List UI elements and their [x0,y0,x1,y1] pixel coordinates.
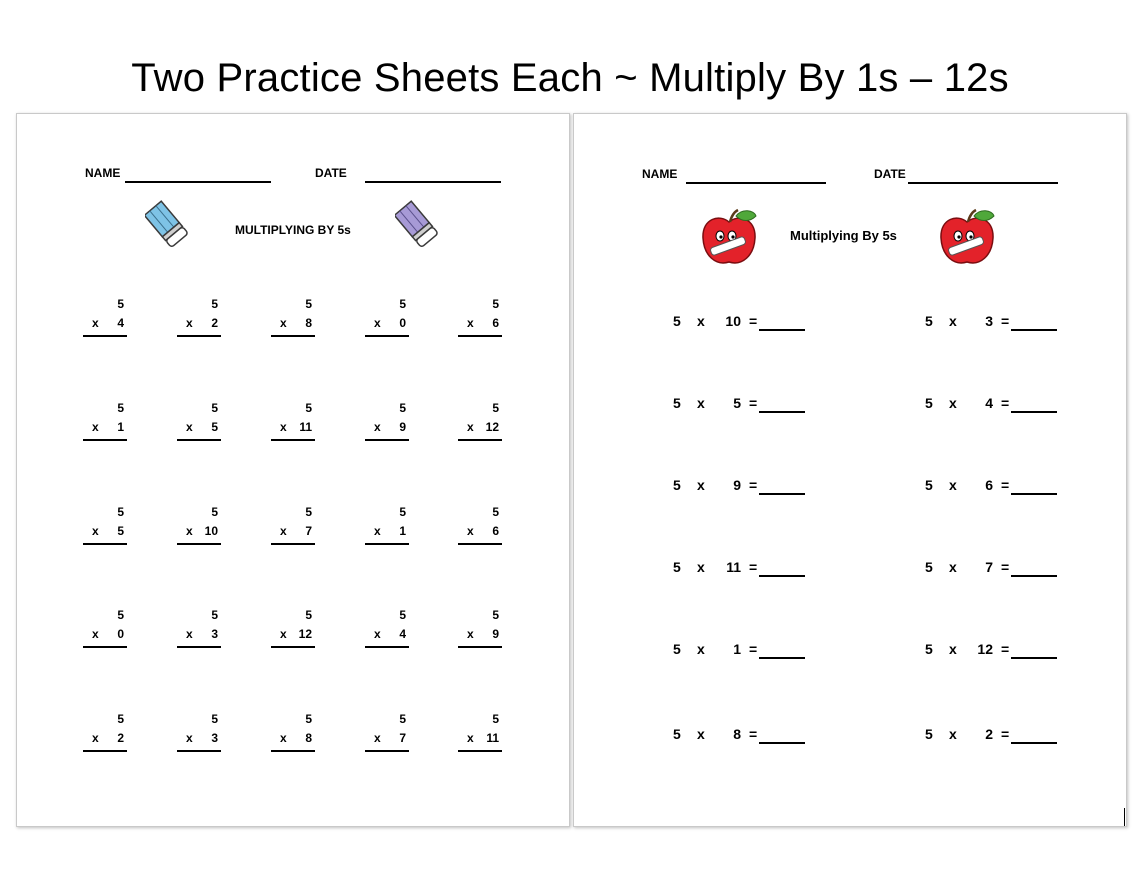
multiplicand: 5 [673,313,681,329]
multiplier: 4 [399,627,406,641]
multiplier: 4 [117,316,124,330]
multiplicand: 5 [492,297,499,311]
multiplier: 0 [117,627,124,641]
multiplicand: 5 [305,505,312,519]
apple-icon [936,208,998,270]
multiplier: 2 [985,726,993,742]
multiplier-row [177,420,218,434]
times-sign: x [467,420,474,434]
multiplicand: 5 [673,641,681,657]
answer-line[interactable] [83,439,127,441]
worksheet-horizontal [573,113,1127,827]
times-sign: x [374,524,381,538]
equals-sign: = [1001,477,1010,493]
multiplicand: 5 [211,712,218,726]
answer-line[interactable] [177,543,221,545]
multiplicand: 5 [305,712,312,726]
multiplier-row [271,627,312,641]
multiplier: 5 [117,524,124,538]
times-sign: x [280,316,287,330]
multiplicand: 5 [399,505,406,519]
times-sign: x [280,524,287,538]
multiplier: 12 [977,641,993,657]
times-sign: x [697,395,705,411]
answer-line[interactable] [1011,657,1057,659]
multiplier: 10 [204,524,218,538]
multiplier: 0 [399,316,406,330]
vertical-problem [177,608,221,652]
equals-sign: = [749,477,758,493]
multiplier-row [83,420,124,434]
equation [673,395,813,421]
multiplier: 5 [211,420,218,434]
multiplier-row [365,627,406,641]
times-sign: x [280,420,287,434]
vertical-problem [83,712,127,756]
multiplicand: 5 [492,401,499,415]
multiplier: 12 [485,420,499,434]
answer-line[interactable] [458,646,502,648]
times-sign: x [186,627,193,641]
answer-line[interactable] [759,493,805,495]
vertical-problem [458,401,502,445]
times-sign: x [186,316,193,330]
times-sign: x [280,627,287,641]
equation [673,726,813,752]
vertical-problem [458,297,502,341]
answer-line[interactable] [1011,329,1057,331]
multiplier: 8 [305,731,312,745]
times-sign: x [467,524,474,538]
multiplier: 11 [486,731,499,745]
worksheet-heading: MULTIPLYING BY 5s [235,223,351,237]
times-sign: x [467,316,474,330]
multiplier: 10 [725,313,741,329]
date-field[interactable] [908,182,1058,184]
multiplicand: 5 [117,297,124,311]
multiplicand: 5 [492,505,499,519]
answer-line[interactable] [759,575,805,577]
date-label: DATE [315,166,347,180]
answer-line[interactable] [759,742,805,744]
equals-sign: = [1001,559,1010,575]
vertical-problem [271,712,315,756]
text-cursor [1124,808,1125,826]
answer-line[interactable] [83,543,127,545]
answer-line[interactable] [271,646,315,648]
multiplicand: 5 [117,608,124,622]
vertical-problem [458,505,502,549]
pencil-icon [395,200,443,252]
multiplier: 8 [733,726,741,742]
equals-sign: = [749,726,758,742]
answer-line[interactable] [365,439,409,441]
multiplier: 9 [399,420,406,434]
equals-sign: = [749,313,758,329]
equals-sign: = [749,641,758,657]
times-sign: x [92,524,99,538]
multiplicand: 5 [399,712,406,726]
multiplier-row [458,420,499,434]
equals-sign: = [1001,726,1010,742]
multiplier-row [177,524,218,538]
equation [925,726,1065,752]
vertical-problem [458,712,502,756]
answer-line[interactable] [83,335,127,337]
vertical-problem [365,712,409,756]
multiplier: 8 [305,316,312,330]
multiplicand: 5 [492,608,499,622]
multiplier: 7 [985,559,993,575]
multiplier-row [458,731,499,745]
times-sign: x [280,731,287,745]
multiplier: 3 [211,731,218,745]
multiplicand: 5 [925,559,933,575]
answer-line[interactable] [177,646,221,648]
times-sign: x [949,313,957,329]
worksheet-heading: Multiplying By 5s [790,228,897,243]
apple-icon [698,208,760,270]
equation [925,395,1065,421]
multiplier: 1 [733,641,741,657]
answer-line[interactable] [1011,575,1057,577]
equation [673,313,813,339]
multiplicand: 5 [117,712,124,726]
worksheet-vertical [16,113,570,827]
multiplier-row [83,316,124,330]
answer-line[interactable] [83,750,127,752]
multiplier-row [83,524,124,538]
date-label: DATE [874,167,906,181]
multiplier-row [271,316,312,330]
answer-line[interactable] [271,335,315,337]
vertical-problem [271,608,315,652]
multiplicand: 5 [117,505,124,519]
answer-line[interactable] [271,439,315,441]
multiplier-row [458,524,499,538]
answer-line[interactable] [458,543,502,545]
vertical-problem [365,401,409,445]
times-sign: x [949,559,957,575]
multiplicand: 5 [925,641,933,657]
answer-line[interactable] [271,543,315,545]
times-sign: x [697,477,705,493]
multiplier-row [365,524,406,538]
equals-sign: = [1001,395,1010,411]
multiplier: 9 [733,477,741,493]
multiplier: 7 [399,731,406,745]
vertical-problem [365,608,409,652]
times-sign: x [92,316,99,330]
answer-line[interactable] [458,335,502,337]
multiplier: 11 [299,420,312,434]
times-sign: x [697,641,705,657]
multiplier-row [83,627,124,641]
answer-line[interactable] [759,329,805,331]
answer-line[interactable] [759,657,805,659]
answer-line[interactable] [365,646,409,648]
multiplier: 9 [492,627,499,641]
vertical-problem [271,401,315,445]
times-sign: x [92,627,99,641]
equals-sign: = [749,559,758,575]
multiplicand: 5 [305,608,312,622]
answer-line[interactable] [177,750,221,752]
multiplier-row [271,731,312,745]
equation [673,477,813,503]
vertical-problem [177,297,221,341]
vertical-problem [83,608,127,652]
equation [925,477,1065,503]
answer-line[interactable] [1011,493,1057,495]
multiplicand: 5 [925,395,933,411]
multiplier-row [365,731,406,745]
times-sign: x [374,731,381,745]
answer-line[interactable] [177,439,221,441]
vertical-problem [83,401,127,445]
times-sign: x [697,559,705,575]
multiplicand: 5 [399,401,406,415]
vertical-problem [83,297,127,341]
times-sign: x [374,420,381,434]
multiplier: 3 [985,313,993,329]
name-label: NAME [85,166,121,180]
multiplier: 1 [117,420,124,434]
multiplier: 1 [399,524,406,538]
answer-line[interactable] [1011,411,1057,413]
equation [673,559,813,585]
answer-line[interactable] [365,750,409,752]
multiplier-row [271,420,312,434]
multiplicand: 5 [399,608,406,622]
times-sign: x [467,731,474,745]
name-field[interactable] [125,181,271,183]
vertical-problem [177,505,221,549]
page-title: Two Practice Sheets Each ~ Multiply By 1s – 12s [131,56,1009,100]
vertical-problem [458,608,502,652]
times-sign: x [467,627,474,641]
multiplier-row [177,731,218,745]
answer-line[interactable] [271,750,315,752]
multiplier: 2 [211,316,218,330]
name-label: NAME [642,167,678,181]
times-sign: x [697,726,705,742]
multiplicand: 5 [399,297,406,311]
multiplicand: 5 [211,505,218,519]
answer-line[interactable] [83,646,127,648]
times-sign: x [92,731,99,745]
equation [925,313,1065,339]
multiplicand: 5 [673,559,681,575]
multiplier-row [177,316,218,330]
multiplicand: 5 [925,313,933,329]
equation [925,559,1065,585]
multiplicand: 5 [925,477,933,493]
name-field[interactable] [686,182,826,184]
multiplier: 6 [985,477,993,493]
answer-line[interactable] [759,411,805,413]
multiplier: 11 [726,559,741,575]
answer-line[interactable] [365,543,409,545]
multiplier-row [271,524,312,538]
vertical-problem [83,505,127,549]
multiplier: 6 [492,524,499,538]
date-field[interactable] [365,181,501,183]
times-sign: x [949,726,957,742]
multiplier-row [365,316,406,330]
multiplier: 6 [492,316,499,330]
multiplicand: 5 [673,726,681,742]
equals-sign: = [749,395,758,411]
answer-line[interactable] [458,439,502,441]
multiplier: 5 [733,395,741,411]
times-sign: x [186,731,193,745]
times-sign: x [374,627,381,641]
multiplier: 12 [298,627,312,641]
multiplicand: 5 [673,395,681,411]
vertical-problem [271,505,315,549]
times-sign: x [949,641,957,657]
multiplicand: 5 [492,712,499,726]
multiplier-row [177,627,218,641]
times-sign: x [186,420,193,434]
multiplicand: 5 [211,401,218,415]
answer-line[interactable] [458,750,502,752]
vertical-problem [365,297,409,341]
pencil-icon [145,200,193,252]
vertical-problem [177,401,221,445]
multiplier: 2 [117,731,124,745]
vertical-problem [177,712,221,756]
multiplicand: 5 [117,401,124,415]
equals-sign: = [1001,313,1010,329]
times-sign: x [697,313,705,329]
vertical-problem [271,297,315,341]
multiplier: 3 [211,627,218,641]
multiplicand: 5 [305,401,312,415]
multiplier-row [458,316,499,330]
vertical-problem [365,505,409,549]
equation [673,641,813,667]
multiplicand: 5 [305,297,312,311]
answer-line[interactable] [365,335,409,337]
times-sign: x [374,316,381,330]
times-sign: x [949,477,957,493]
multiplier-row [83,731,124,745]
multiplicand: 5 [925,726,933,742]
multiplicand: 5 [211,608,218,622]
times-sign: x [92,420,99,434]
multiplier: 4 [985,395,993,411]
times-sign: x [186,524,193,538]
equation [925,641,1065,667]
equals-sign: = [1001,641,1010,657]
multiplier-row [365,420,406,434]
multiplicand: 5 [211,297,218,311]
times-sign: x [949,395,957,411]
answer-line[interactable] [177,335,221,337]
answer-line[interactable] [1011,742,1057,744]
multiplicand: 5 [673,477,681,493]
multiplier-row [458,627,499,641]
multiplier: 7 [305,524,312,538]
